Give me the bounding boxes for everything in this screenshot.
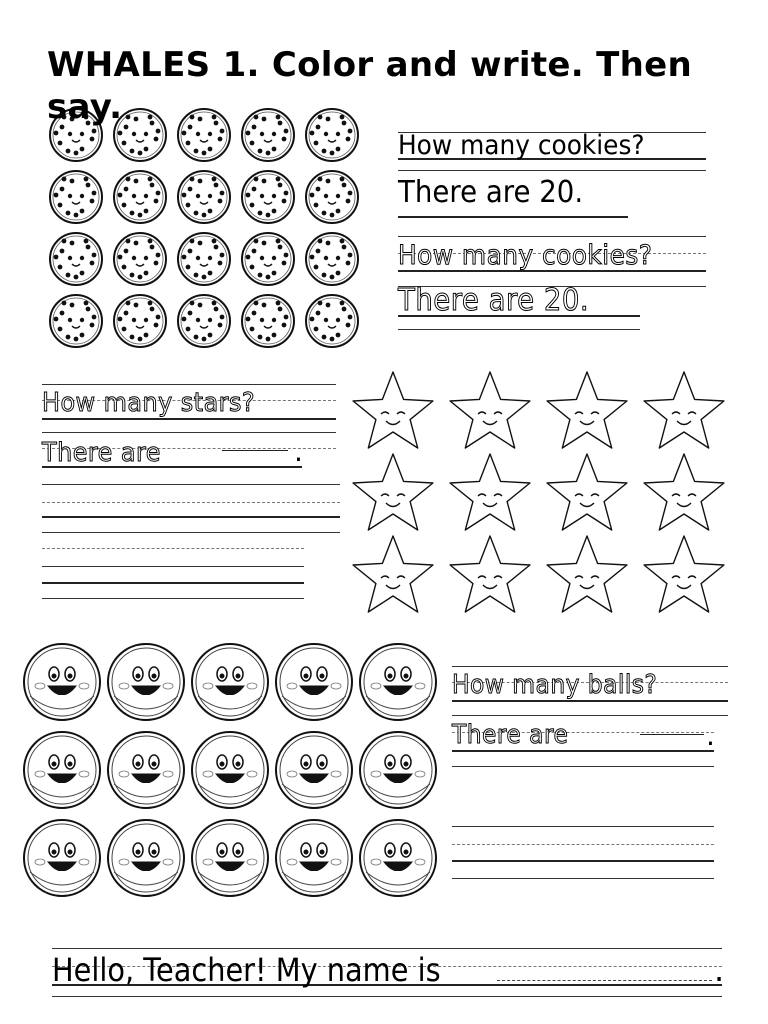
cookie-icon	[114, 233, 166, 285]
cookie-icon	[178, 295, 230, 347]
cookie-icon	[306, 295, 358, 347]
smiling-ball-icon	[276, 820, 352, 896]
cookie-icon	[242, 171, 294, 223]
smiling-ball-icon	[108, 644, 184, 720]
smiling-star-icon	[450, 372, 530, 448]
worksheet-title: WHALES 1. Color and write. Then say.	[47, 45, 693, 127]
cookie-icon	[178, 233, 230, 285]
name-blank[interactable]	[497, 980, 712, 981]
star-writing-area	[42, 380, 342, 605]
smiling-ball-icon	[276, 732, 352, 808]
cookie-answer-traced: There are 20.	[398, 283, 590, 318]
ball-answer-traced: There are	[452, 720, 569, 750]
smiling-star-icon	[450, 454, 530, 530]
smiling-star-icon	[450, 536, 530, 612]
smiling-ball-icon	[24, 820, 100, 896]
smiling-ball-icon	[24, 732, 100, 808]
smiling-ball-icon	[360, 644, 436, 720]
smiling-ball-icon	[108, 732, 184, 808]
cookie-icon	[242, 233, 294, 285]
ball-writing-area	[452, 660, 734, 890]
cookie-icon	[114, 295, 166, 347]
cookie-icon	[242, 295, 294, 347]
cookie-icon	[306, 171, 358, 223]
footer-period: .	[714, 951, 725, 989]
smiling-ball-icon	[192, 732, 268, 808]
cookie-question: How many cookies?	[398, 130, 645, 161]
cookie-answer: There are 20.	[398, 175, 584, 210]
ball-answer-period: .	[706, 719, 715, 752]
ball-grid	[20, 640, 445, 902]
smiling-ball-icon	[192, 820, 268, 896]
ball-question-traced: How many balls?	[452, 670, 658, 700]
footer-writing-area	[52, 940, 727, 1010]
smiling-ball-icon	[360, 820, 436, 896]
smiling-star-icon	[353, 372, 433, 448]
smiling-ball-icon	[276, 644, 352, 720]
smiling-star-icon	[547, 372, 627, 448]
star-answer-traced: There are	[42, 438, 161, 468]
smiling-ball-icon	[108, 820, 184, 896]
cookie-icon	[50, 295, 102, 347]
smiling-star-icon	[353, 536, 433, 612]
cookie-icon	[50, 171, 102, 223]
smiling-star-icon	[353, 454, 433, 530]
cookie-grid	[40, 105, 370, 355]
smiling-star-icon	[547, 454, 627, 530]
cookie-icon	[114, 171, 166, 223]
smiling-ball-icon	[360, 732, 436, 808]
smiling-star-icon	[644, 372, 724, 448]
star-question-traced: How many stars?	[42, 388, 256, 418]
smiling-star-icon	[644, 454, 724, 530]
cookie-question-traced: How many cookies?	[398, 240, 653, 271]
ball-answer-blank[interactable]	[640, 734, 704, 735]
cookie-icon	[178, 171, 230, 223]
star-answer-period: .	[294, 435, 303, 468]
smiling-ball-icon	[24, 644, 100, 720]
footer-text: Hello, Teacher! My name is	[52, 951, 441, 989]
star-grid	[345, 370, 730, 622]
cookie-writing-area	[398, 120, 708, 340]
star-answer-blank[interactable]	[222, 450, 288, 451]
cookie-icon	[50, 233, 102, 285]
smiling-ball-icon	[192, 644, 268, 720]
smiling-star-icon	[644, 536, 724, 612]
smiling-star-icon	[547, 536, 627, 612]
cookie-icon	[306, 233, 358, 285]
